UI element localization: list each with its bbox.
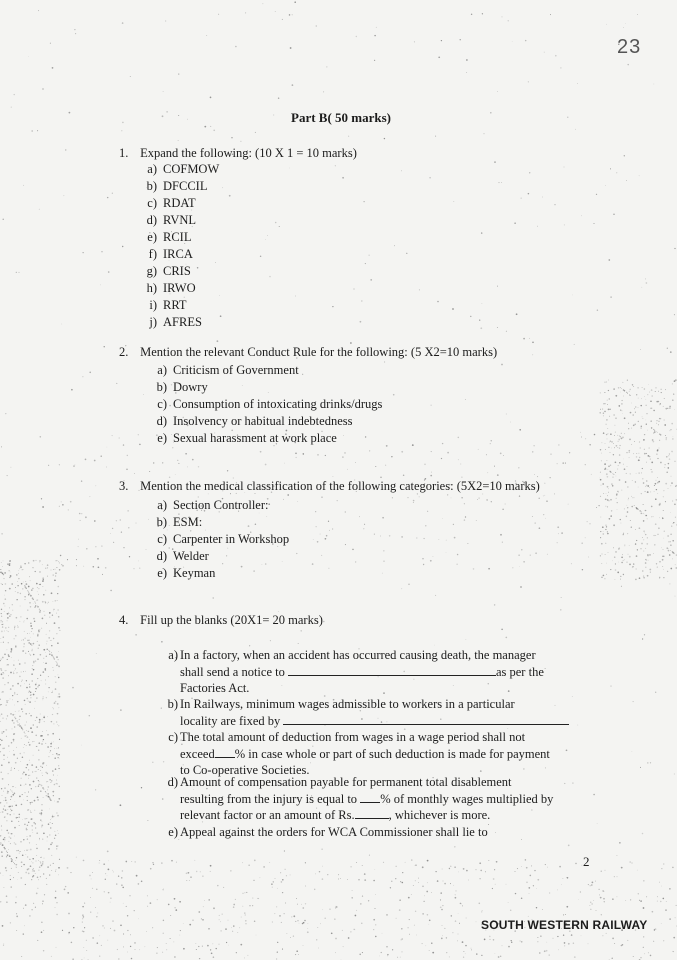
footer-page-number: 2 — [583, 854, 590, 869]
answer-blank[interactable] — [360, 791, 380, 803]
question-4 — [119, 613, 323, 628]
handwritten-page-number: 23 — [617, 36, 642, 58]
list-item: a) Section Controller: — [157, 498, 269, 512]
list-item: e) Keyman — [157, 566, 216, 580]
answer-blank[interactable] — [283, 713, 569, 725]
list-item: e) Sexual harassment at work place — [157, 431, 337, 445]
section-title: Part B( 50 marks) — [291, 110, 392, 125]
fill-item-b: b) In Railways, minimum wages admissible to workers in a particular locality are fixed by — [180, 696, 569, 729]
footer-org: SOUTH WESTERN RAILWAY — [481, 918, 648, 932]
question-text: Expand the following: (10 X 1 = 10 marks) — [140, 146, 357, 160]
fill-item-d: d) Amount of compensation payable for permanent total disablement resulting from the injury is equal to % of monthly wages multiplied by relevant factor or an amount of Rs. , whichever is more. — [167, 775, 554, 822]
question-text: Mention the relevant Conduct Rule for the following: (5 X2=10 marks) — [140, 345, 498, 359]
question-number: 4. — [119, 613, 129, 627]
list-item: a) COFMOW — [147, 162, 220, 176]
list-item: d) Insolvency or habitual indebtedness — [156, 414, 353, 428]
list-item: j) AFRES — [149, 315, 202, 329]
list-item: b) Dowry — [156, 380, 208, 394]
fill-item-e: e) Appeal against the orders for WCA Commissioner shall lie to — [168, 825, 488, 839]
question-text: Mention the medical classification of the following categories: (5X2=10 marks) — [140, 479, 540, 493]
list-item: c) RDAT — [147, 196, 196, 210]
question-number: 3. — [119, 479, 129, 493]
fill-item-a: a) In a factory, when an accident has occurred causing death, the manager shall send a notice to as per the Factories Act. — [168, 648, 544, 695]
list-item: i) RRT — [149, 298, 187, 312]
answer-blank[interactable] — [215, 746, 235, 758]
question-number: 2. — [119, 345, 129, 359]
answer-blank[interactable] — [355, 807, 389, 819]
list-item: f) IRCA — [148, 247, 193, 261]
list-item: h) IRWO — [146, 281, 196, 295]
list-item: g) CRIS — [146, 264, 191, 278]
question-1 — [119, 146, 357, 161]
list-item: b) ESM: — [156, 515, 203, 529]
question-text: Fill up the blanks (20X1= 20 marks) — [140, 613, 323, 627]
question-3 — [119, 479, 540, 494]
list-item: d) RVNL — [146, 213, 197, 227]
list-item: e) RCIL — [147, 230, 192, 244]
list-item: d) Welder — [156, 549, 209, 563]
fill-item-c: c) The total amount of deduction from wages in a wage period shall not exceed % in case whole or part of such deduction is made for payment to Co-operative Societies. — [168, 730, 550, 777]
question-2 — [119, 345, 497, 360]
list-item: a) Criticism of Government — [157, 363, 299, 377]
answer-blank[interactable] — [288, 664, 496, 676]
list-item: c) Carpenter in Workshop — [157, 532, 290, 546]
list-item: c) Consumption of intoxicating drinks/drugs — [157, 397, 383, 411]
list-item: b) DFCCIL — [146, 179, 208, 193]
question-number: 1. — [119, 146, 129, 160]
